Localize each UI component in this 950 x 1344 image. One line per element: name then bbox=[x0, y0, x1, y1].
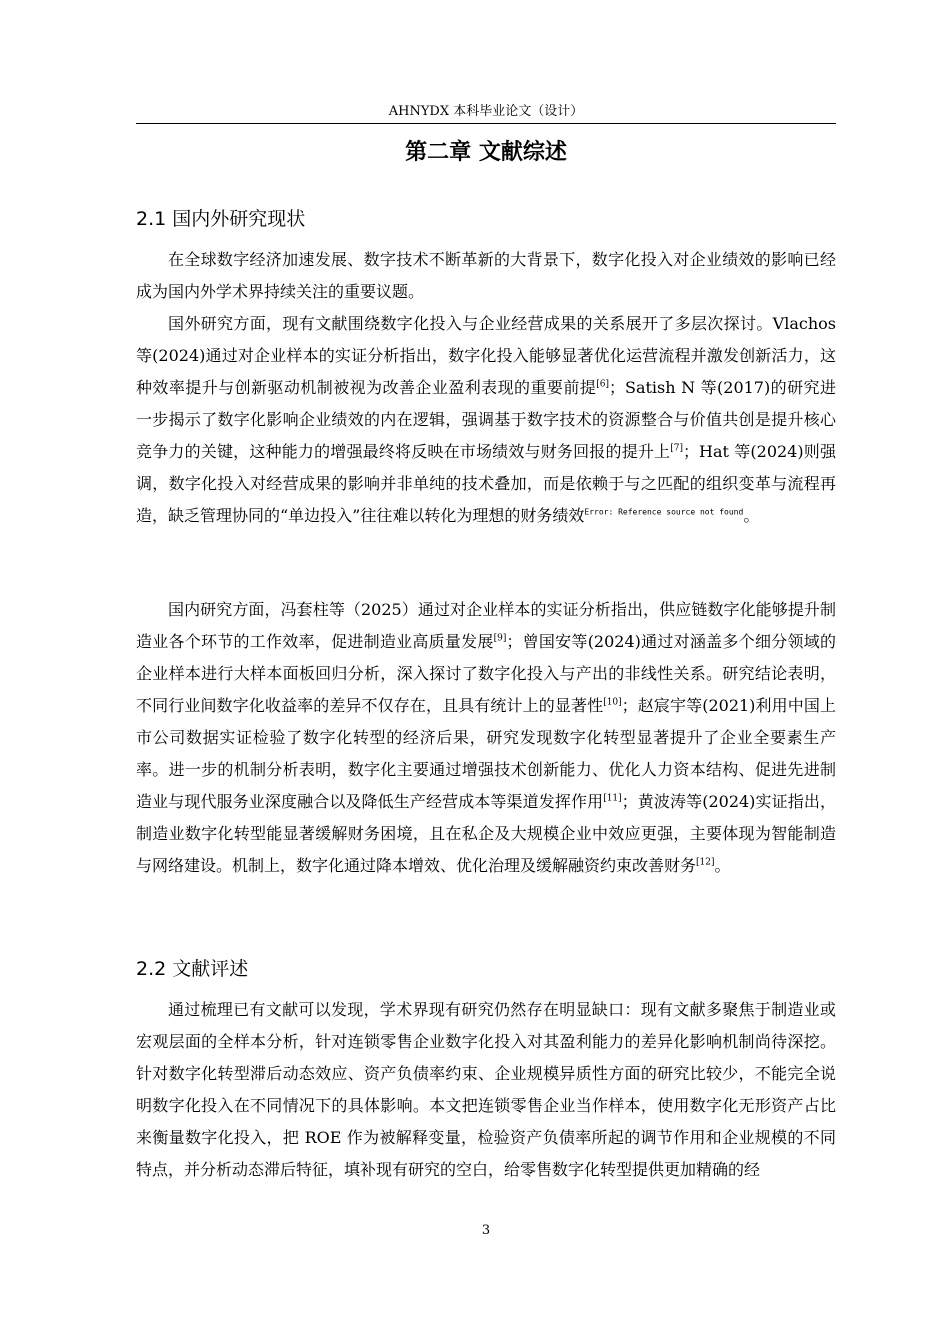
citation-marker: [12] bbox=[696, 857, 715, 868]
paragraph-text: ；曾国安等(2024)通过对涵盖多个细分领域的企业样本进行大样本面板回归分析，深入探讨了数字化投入与产出的非线性关系。研究结论表明，不同行业间数字化收益率的差异不仅存在，且具有统计上的显著性 bbox=[136, 632, 836, 715]
paragraph bbox=[136, 244, 836, 308]
paragraph-text: ；Satish N 等(2017)的研究进一步揭示了数字化影响企业绩效的内在逻辑，强调基于数字技术的资源整合与价值共创是提升核心竞争力的关键，这种能力的增强最终将反映在市场绩效与财务回报的提升上 bbox=[136, 378, 836, 461]
paragraph-text: ；赵宸宇等(2021)利用中国上市公司数据实证检验了数字化转型的经济后果，研究发现数字化转型显著提升了企业全要素生产率。进一步的机制分析表明，数字化主要通过增强技术创新能力、优化人力资本结构、促进先进制造业与现代服务业深度融合以及降低生产经营成本等渠道发挥作用 bbox=[136, 696, 836, 811]
paragraph-text: 国内研究方面，冯套柱等（2025）通过对企业样本的实证分析指出，供应链数字化能够提升制造业各个环节的工作效率，促进制造业高质量发展 bbox=[136, 600, 836, 651]
paragraph-text: 。 bbox=[714, 856, 731, 875]
running-header: AHNYDX 本科毕业论文（设计） bbox=[388, 104, 584, 119]
citation-marker: [10] bbox=[603, 697, 622, 708]
section-heading-2-1: 2.1 国内外研究现状 bbox=[136, 208, 306, 230]
paragraph-text: ；Hat 等(2024)则强调，数字化投入对经营成果的影响并非单纯的技术叠加，而是依赖于与之匹配的组织变革与流程再造，缺乏管理协同的“单边投入”往往难以转化为理想的财务绩效 bbox=[136, 442, 836, 525]
paragraph-text: ；黄波涛等(2024)实证指出，制造业数字化转型能显著缓解财务困境，且在私企及大规模企业中效应更强，主要体现为智能制造与网络建设。机制上，数字化通过降本增效、优化治理及缓解融资约束改善财务 bbox=[136, 792, 836, 875]
citation-marker: [11] bbox=[603, 793, 622, 804]
paragraph bbox=[136, 594, 836, 882]
page-number: 3 bbox=[481, 1223, 491, 1238]
section-heading-2-2: 2.2 文献评述 bbox=[136, 958, 249, 980]
paragraph-text: 在全球数字经济加速发展、数字技术不断革新的大背景下，数字化投入对企业绩效的影响已经成为国内外学术界持续关注的重要议题。 bbox=[136, 250, 836, 301]
citation-marker: [7] bbox=[670, 443, 684, 454]
paragraph bbox=[136, 308, 836, 532]
paragraph-text: 通过梳理已有文献可以发现，学术界现有研究仍然存在明显缺口：现有文献多聚焦于制造业或宏观层面的全样本分析，针对连锁零售企业数字化投入对其盈利能力的差异化影响机制尚待深挖。针对数字化转型滞后动态效应、资产负债率约束、企业规模异质性方面的研究比较少，不能完全说明数字化投入在不同情况下的具体影响。本文把连锁零售企业当作样本，使用数字化无形资产占比来衡量数字化投入，把 ROE 作为被解释变量，检验资产负债率所起的调节作用和企业规模的不同特点，并分析动态滞后特征，填补现有研究的空白，给零售数字化转型提供更加精确的经 bbox=[136, 1000, 836, 1179]
reference-error: Error: Reference source not found bbox=[584, 507, 744, 517]
paragraph bbox=[136, 994, 836, 1186]
header-rule bbox=[136, 123, 836, 124]
citation-marker: [9] bbox=[493, 633, 507, 644]
chapter-title: 第二章 文献综述 bbox=[405, 140, 567, 165]
paragraph-text: 国外研究方面，现有文献围绕数字化投入与企业经营成果的关系展开了多层次探讨。Vlachos 等(2024)通过对企业样本的实证分析指出，数字化投入能够显著优化运营流程并激发创新活力，这种效率提升与创新驱动机制被视为改善企业盈利表现的重要前提 bbox=[136, 314, 836, 397]
citation-marker: [6] bbox=[596, 379, 609, 390]
paragraph-text: 。 bbox=[743, 506, 760, 525]
